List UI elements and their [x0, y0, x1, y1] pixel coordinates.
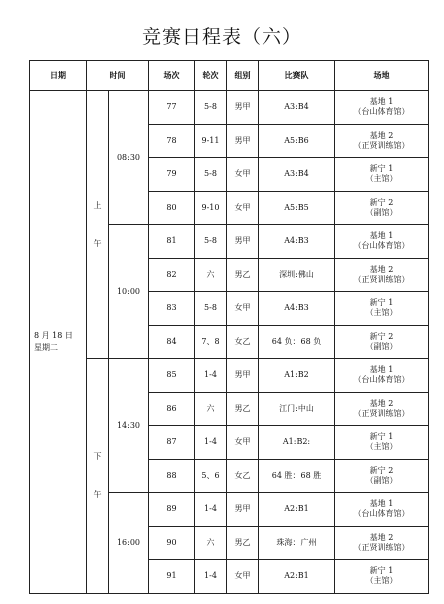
match-round: 5-8 [195, 158, 227, 192]
venue-name: 新宁 2 [369, 465, 394, 475]
match-teams: A2:B1 [259, 560, 335, 594]
venue-hall: （副馆） [365, 475, 398, 485]
match-round: 7、8 [195, 325, 227, 359]
match-teams: A2:B1 [259, 493, 335, 527]
match-venue [335, 493, 429, 527]
match-round: 六 [195, 526, 227, 560]
match-teams: A5:B6 [259, 124, 335, 158]
venue-hall: （主馆） [365, 308, 398, 318]
match-venue [335, 526, 429, 560]
match-group: 男甲 [227, 124, 259, 158]
match-number: 84 [149, 325, 195, 359]
match-teams: A3:B4 [259, 158, 335, 192]
match-round: 1-4 [195, 426, 227, 460]
table-row [30, 359, 429, 393]
match-group: 女乙 [227, 459, 259, 493]
time-slot: 14:30 [109, 359, 149, 493]
period-char: 午 [93, 238, 102, 248]
match-group: 男甲 [227, 359, 259, 393]
period-afternoon [87, 359, 109, 594]
venue-name: 新宁 2 [369, 331, 394, 341]
match-round: 5-8 [195, 91, 227, 125]
match-round: 六 [195, 392, 227, 426]
venue-hall: （正贤训练馆） [353, 140, 410, 150]
match-round: 1-4 [195, 560, 227, 594]
match-group: 男甲 [227, 91, 259, 125]
venue-hall: （副馆） [365, 207, 398, 217]
weekday-text: 星期二 [34, 342, 58, 352]
match-venue [335, 258, 429, 292]
match-number: 90 [149, 526, 195, 560]
match-number: 83 [149, 292, 195, 326]
venue-hall: （正贤训练馆） [353, 274, 410, 284]
match-round: 1-4 [195, 359, 227, 393]
match-round: 9-11 [195, 124, 227, 158]
match-venue [335, 225, 429, 259]
match-teams: 江门:中山 [259, 392, 335, 426]
venue-name: 基地 1 [369, 231, 394, 241]
match-teams: A1:B2 [259, 359, 335, 393]
match-venue [335, 91, 429, 125]
venue-name: 基地 2 [369, 130, 394, 140]
period-morning [87, 91, 109, 359]
match-venue [335, 191, 429, 225]
venue-hall: （台山体育馆） [353, 107, 410, 117]
venue-name: 基地 1 [369, 499, 394, 509]
venue-name: 基地 1 [369, 365, 394, 375]
match-group: 女甲 [227, 560, 259, 594]
match-round: 9-10 [195, 191, 227, 225]
match-group: 女甲 [227, 191, 259, 225]
period-char: 上 [93, 200, 102, 210]
match-teams: A4:B3 [259, 225, 335, 259]
venue-hall: （正贤训练馆） [353, 408, 410, 418]
match-number: 88 [149, 459, 195, 493]
match-group: 女甲 [227, 426, 259, 460]
match-teams: 珠海：广州 [259, 526, 335, 560]
header-group: 组别 [227, 61, 259, 91]
match-number: 77 [149, 91, 195, 125]
page-title: 竞赛日程表（六） [141, 26, 302, 48]
match-venue [335, 158, 429, 192]
venue-name: 新宁 1 [369, 164, 394, 174]
venue-hall: （正贤训练馆） [353, 542, 410, 552]
match-round: 六 [195, 258, 227, 292]
match-group: 女甲 [227, 158, 259, 192]
match-group: 女乙 [227, 325, 259, 359]
header-time: 时间 [87, 61, 149, 91]
match-venue [335, 560, 429, 594]
venue-hall: （台山体育馆） [353, 241, 410, 251]
match-venue [335, 359, 429, 393]
match-venue [335, 392, 429, 426]
match-number: 81 [149, 225, 195, 259]
match-group: 女甲 [227, 292, 259, 326]
venue-hall: （主馆） [365, 442, 398, 452]
match-group: 男甲 [227, 225, 259, 259]
match-venue [335, 292, 429, 326]
venue-name: 基地 1 [369, 97, 394, 107]
match-teams: A3:B4 [259, 91, 335, 125]
match-number: 82 [149, 258, 195, 292]
match-number: 80 [149, 191, 195, 225]
match-teams: 64 胜：68 胜 [259, 459, 335, 493]
match-round: 1-4 [195, 493, 227, 527]
match-venue [335, 426, 429, 460]
match-venue [335, 325, 429, 359]
match-round: 5-8 [195, 225, 227, 259]
match-round: 5-8 [195, 292, 227, 326]
match-number: 89 [149, 493, 195, 527]
schedule-body [30, 61, 429, 594]
venue-hall: （主馆） [365, 576, 398, 586]
match-number: 86 [149, 392, 195, 426]
venue-name: 新宁 1 [369, 566, 394, 576]
time-slot: 16:00 [109, 493, 149, 594]
table-row [30, 91, 429, 125]
match-teams: A4:B3 [259, 292, 335, 326]
match-number: 79 [149, 158, 195, 192]
venue-name: 基地 2 [369, 532, 394, 542]
header-teams: 比赛队 [259, 61, 335, 91]
match-group: 男乙 [227, 258, 259, 292]
match-teams: A1:B2: [259, 426, 335, 460]
venue-name: 基地 2 [369, 398, 394, 408]
header-round: 轮次 [195, 61, 227, 91]
match-group: 男乙 [227, 526, 259, 560]
time-slot: 10:00 [109, 225, 149, 359]
venue-name: 新宁 2 [369, 197, 394, 207]
period-char: 午 [93, 489, 102, 499]
header-date: 日期 [30, 61, 87, 91]
match-group: 男乙 [227, 392, 259, 426]
venue-name: 新宁 1 [369, 298, 394, 308]
header-match-no: 场次 [149, 61, 195, 91]
venue-hall: （台山体育馆） [353, 509, 410, 519]
match-group: 男甲 [227, 493, 259, 527]
match-number: 78 [149, 124, 195, 158]
match-number: 85 [149, 359, 195, 393]
match-teams: A5:B5 [259, 191, 335, 225]
time-slot: 08:30 [109, 91, 149, 225]
schedule-table [29, 60, 429, 594]
period-char: 下 [93, 451, 102, 461]
header-venue: 场地 [335, 61, 429, 91]
venue-hall: （主馆） [365, 174, 398, 184]
header-row [30, 61, 429, 91]
match-round: 5、6 [195, 459, 227, 493]
match-number: 91 [149, 560, 195, 594]
match-venue [335, 459, 429, 493]
match-number: 87 [149, 426, 195, 460]
venue-hall: （台山体育馆） [353, 375, 410, 385]
match-teams: 深圳:佛山 [259, 258, 335, 292]
match-venue [335, 124, 429, 158]
venue-name: 基地 2 [369, 264, 394, 274]
venue-name: 新宁 1 [369, 432, 394, 442]
venue-hall: （副馆） [365, 341, 398, 351]
date-cell [30, 91, 87, 594]
match-teams: 64 负：68 负 [259, 325, 335, 359]
date-text: 8 月 18 日 [34, 330, 73, 340]
